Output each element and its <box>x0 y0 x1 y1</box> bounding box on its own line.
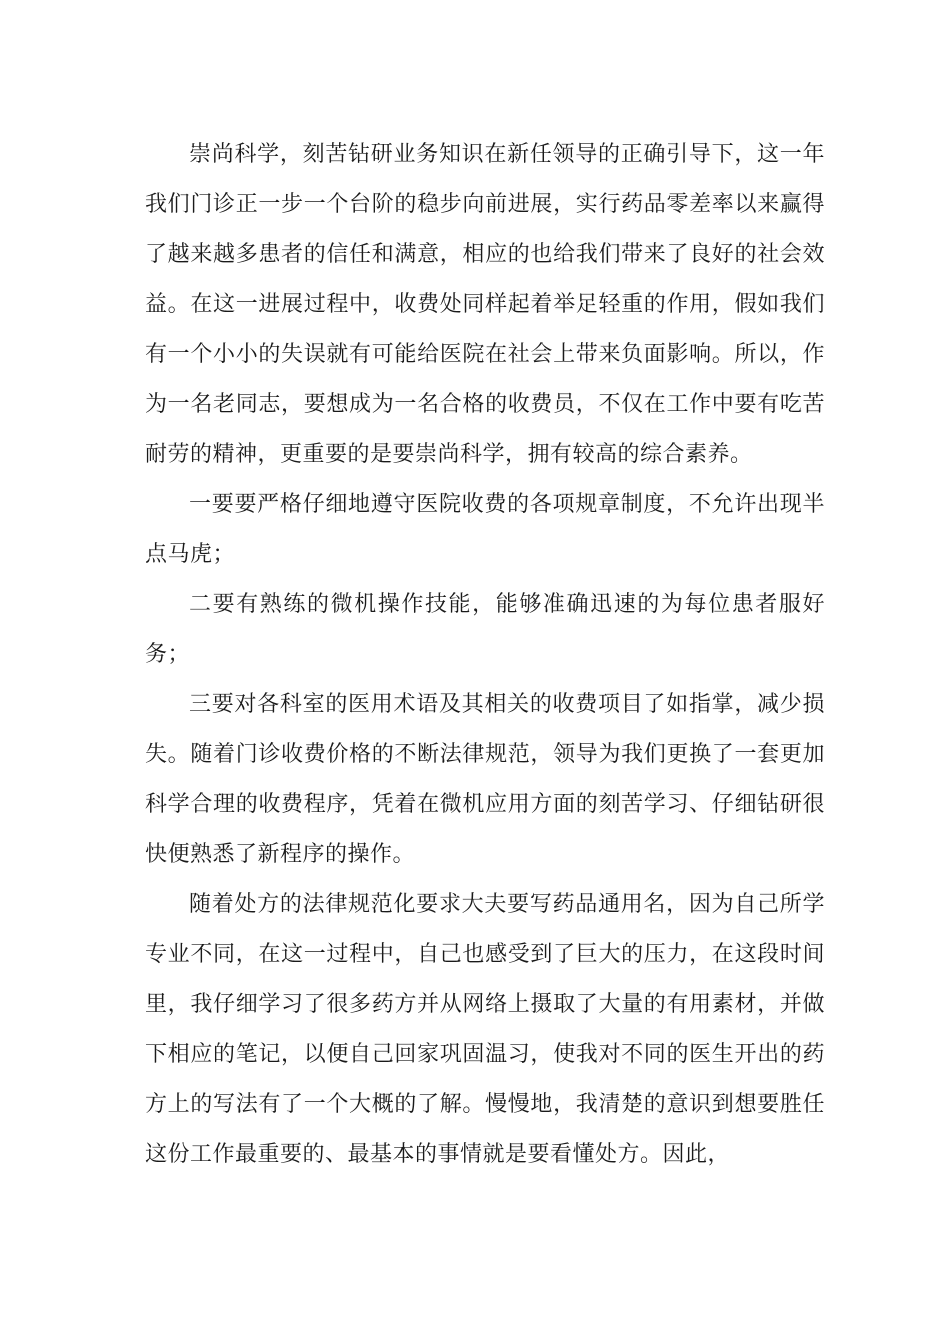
document-body <box>145 130 825 1180</box>
paragraph-5: 随着处方的法律规范化要求大夫要写药品通用名，因为自己所学专业不同，在这一过程中，自己也感受到了巨大的压力，在这段时间里，我仔细学习了很多药方并从网络上摄取了大量的有用素材，并做下相应的笔记，以便自己回家巩固温习，使我对不同的医生开出的药方上的写法有了一个大概的了解。慢慢地，我清楚的意识到想要胜任这份工作最重要的、最基本的事情就是要看懂处方。因此， <box>145 892 825 1167</box>
paragraph-4: 三要对各科室的医用术语及其相关的收费项目了如指掌，减少损失。随着门诊收费价格的不断法律规范，领导为我们更换了一套更加科学合理的收费程序，凭着在微机应用方面的刻苦学习、仔细钻研很快便熟悉了新程序的操作。 <box>145 692 825 867</box>
paragraph-1: 崇尚科学，刻苦钻研业务知识在新任领导的正确引导下，这一年我们门诊正一步一个台阶的稳步向前进展，实行药品零差率以来赢得了越来越多患者的信任和满意，相应的也给我们带来了良好的社会效益。在这一进展过程中，收费处同样起着举足轻重的作用，假如我们有一个小小的失误就有可能给医院在社会上带来负面影响。所以，作为一名老同志，要想成为一名合格的收费员，不仅在工作中要有吃苦耐劳的精神，更重要的是要崇尚科学，拥有较高的综合素养。 <box>145 142 825 467</box>
paragraph-3: 二要有熟练的微机操作技能，能够准确迅速的为每位患者服好务； <box>145 592 825 667</box>
paragraph-2: 一要要严格仔细地遵守医院收费的各项规章制度，不允许出现半点马虎； <box>145 492 825 567</box>
